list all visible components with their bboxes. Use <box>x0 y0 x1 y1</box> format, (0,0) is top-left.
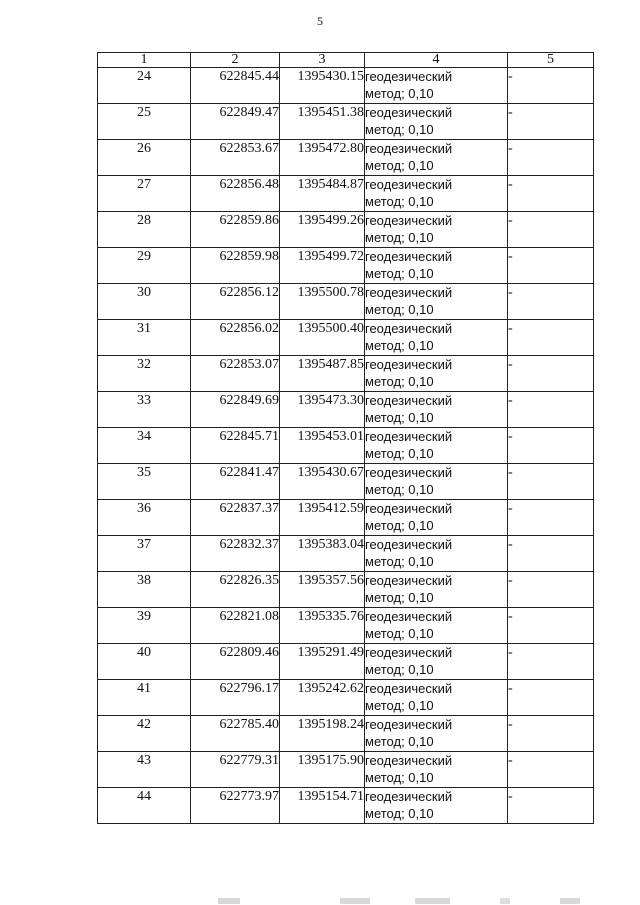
note-cell: - <box>508 428 594 464</box>
method-cell <box>365 356 508 392</box>
note-cell: - <box>508 248 594 284</box>
y-coordinate-cell: 1395472.80 <box>280 140 365 176</box>
y-coordinate-cell: 1395291.49 <box>280 644 365 680</box>
x-coordinate-cell: 622849.69 <box>191 392 280 428</box>
method-line-2: метод; 0,10 <box>365 302 434 317</box>
method-line-2: метод; 0,10 <box>365 554 434 569</box>
method-line-2: метод; 0,10 <box>365 590 434 605</box>
point-number-cell: 37 <box>98 536 191 572</box>
method-cell <box>365 572 508 608</box>
y-coordinate-cell: 1395357.56 <box>280 572 365 608</box>
note-cell: - <box>508 680 594 716</box>
note-cell: - <box>508 68 594 104</box>
note-cell: - <box>508 212 594 248</box>
x-coordinate-cell: 622809.46 <box>191 644 280 680</box>
x-coordinate-cell: 622856.02 <box>191 320 280 356</box>
page-number: 5 <box>317 14 323 28</box>
method-line-2: метод; 0,10 <box>365 626 434 641</box>
method-line-1: геодезический <box>365 573 453 588</box>
point-number-cell: 34 <box>98 428 191 464</box>
y-coordinate-cell: 1395451.38 <box>280 104 365 140</box>
point-number-cell: 44 <box>98 788 191 824</box>
point-number-cell: 32 <box>98 356 191 392</box>
table-row <box>98 284 594 320</box>
table-row <box>98 500 594 536</box>
point-number-cell: 30 <box>98 284 191 320</box>
y-coordinate-cell: 1395198.24 <box>280 716 365 752</box>
coordinates-table <box>97 52 594 824</box>
note-cell: - <box>508 284 594 320</box>
table-header <box>98 53 594 68</box>
method-line-1: геодезический <box>365 393 453 408</box>
point-number-cell: 31 <box>98 320 191 356</box>
point-number-cell: 26 <box>98 140 191 176</box>
table-row <box>98 320 594 356</box>
y-coordinate-cell: 1395500.40 <box>280 320 365 356</box>
table-row <box>98 608 594 644</box>
y-coordinate-cell: 1395473.30 <box>280 392 365 428</box>
y-coordinate-cell: 1395500.78 <box>280 284 365 320</box>
note-cell: - <box>508 788 594 824</box>
y-coordinate-cell: 1395154.71 <box>280 788 365 824</box>
column-header-2: 2 <box>191 53 280 68</box>
table-row <box>98 104 594 140</box>
y-coordinate-cell: 1395499.26 <box>280 212 365 248</box>
column-header-3: 3 <box>280 53 365 68</box>
note-cell: - <box>508 752 594 788</box>
method-cell <box>365 500 508 536</box>
method-line-2: метод; 0,10 <box>365 266 434 281</box>
table-row <box>98 248 594 284</box>
method-line-1: геодезический <box>365 717 453 732</box>
table-row <box>98 176 594 212</box>
method-line-1: геодезический <box>365 465 453 480</box>
column-header-4: 4 <box>365 53 508 68</box>
y-coordinate-cell: 1395499.72 <box>280 248 365 284</box>
point-number-cell: 42 <box>98 716 191 752</box>
table-row <box>98 212 594 248</box>
column-header-5: 5 <box>508 53 594 68</box>
point-number-cell: 25 <box>98 104 191 140</box>
x-coordinate-cell: 622837.37 <box>191 500 280 536</box>
method-line-1: геодезический <box>365 69 453 84</box>
point-number-cell: 38 <box>98 572 191 608</box>
table-row <box>98 752 594 788</box>
y-coordinate-cell: 1395335.76 <box>280 608 365 644</box>
note-cell: - <box>508 608 594 644</box>
point-number-cell: 35 <box>98 464 191 500</box>
x-coordinate-cell: 622859.86 <box>191 212 280 248</box>
table-row <box>98 536 594 572</box>
method-line-1: геодезический <box>365 501 453 516</box>
y-coordinate-cell: 1395487.85 <box>280 356 365 392</box>
method-line-2: метод; 0,10 <box>365 770 434 785</box>
x-coordinate-cell: 622832.37 <box>191 536 280 572</box>
method-line-1: геодезический <box>365 681 453 696</box>
method-line-1: геодезический <box>365 789 453 804</box>
table-row <box>98 788 594 824</box>
y-coordinate-cell: 1395430.15 <box>280 68 365 104</box>
y-coordinate-cell: 1395175.90 <box>280 752 365 788</box>
point-number-cell: 36 <box>98 500 191 536</box>
method-line-1: геодезический <box>365 537 453 552</box>
method-line-1: геодезический <box>365 141 453 156</box>
point-number-cell: 28 <box>98 212 191 248</box>
table-row <box>98 140 594 176</box>
note-cell: - <box>508 320 594 356</box>
method-cell <box>365 320 508 356</box>
method-line-2: метод; 0,10 <box>365 482 434 497</box>
note-cell: - <box>508 644 594 680</box>
method-line-1: геодезический <box>365 249 453 264</box>
x-coordinate-cell: 622853.07 <box>191 356 280 392</box>
note-cell: - <box>508 140 594 176</box>
method-cell <box>365 680 508 716</box>
method-cell <box>365 644 508 680</box>
method-cell <box>365 716 508 752</box>
y-coordinate-cell: 1395242.62 <box>280 680 365 716</box>
note-cell: - <box>508 536 594 572</box>
point-number-cell: 41 <box>98 680 191 716</box>
method-line-1: геодезический <box>365 645 453 660</box>
x-coordinate-cell: 622845.44 <box>191 68 280 104</box>
note-cell: - <box>508 176 594 212</box>
y-coordinate-cell: 1395430.67 <box>280 464 365 500</box>
x-coordinate-cell: 622785.40 <box>191 716 280 752</box>
method-line-2: метод; 0,10 <box>365 86 434 101</box>
x-coordinate-cell: 622826.35 <box>191 572 280 608</box>
table-row <box>98 68 594 104</box>
point-number-cell: 33 <box>98 392 191 428</box>
note-cell: - <box>508 500 594 536</box>
method-line-1: геодезический <box>365 753 453 768</box>
x-coordinate-cell: 622845.71 <box>191 428 280 464</box>
method-line-1: геодезический <box>365 177 453 192</box>
method-cell <box>365 176 508 212</box>
note-cell: - <box>508 356 594 392</box>
bottom-scan-artifact <box>200 898 600 904</box>
method-line-1: геодезический <box>365 321 453 336</box>
header-row <box>98 53 594 68</box>
x-coordinate-cell: 622859.98 <box>191 248 280 284</box>
method-line-2: метод; 0,10 <box>365 122 434 137</box>
y-coordinate-cell: 1395412.59 <box>280 500 365 536</box>
note-cell: - <box>508 572 594 608</box>
method-line-1: геодезический <box>365 105 453 120</box>
method-line-2: метод; 0,10 <box>365 698 434 713</box>
method-line-2: метод; 0,10 <box>365 230 434 245</box>
method-line-1: геодезический <box>365 609 453 624</box>
method-cell <box>365 788 508 824</box>
column-header-1: 1 <box>98 53 191 68</box>
x-coordinate-cell: 622841.47 <box>191 464 280 500</box>
method-line-2: метод; 0,10 <box>365 518 434 533</box>
method-cell <box>365 140 508 176</box>
method-line-2: метод; 0,10 <box>365 446 434 461</box>
note-cell: - <box>508 464 594 500</box>
method-cell <box>365 248 508 284</box>
table-body <box>98 68 594 824</box>
method-line-1: геодезический <box>365 357 453 372</box>
note-cell: - <box>508 392 594 428</box>
x-coordinate-cell: 622773.97 <box>191 788 280 824</box>
method-line-2: метод; 0,10 <box>365 194 434 209</box>
method-line-1: геодезический <box>365 213 453 228</box>
method-cell <box>365 752 508 788</box>
table-row <box>98 356 594 392</box>
method-cell <box>365 212 508 248</box>
y-coordinate-cell: 1395484.87 <box>280 176 365 212</box>
table-row <box>98 680 594 716</box>
method-cell <box>365 104 508 140</box>
table-row <box>98 572 594 608</box>
point-number-cell: 43 <box>98 752 191 788</box>
method-line-2: метод; 0,10 <box>365 374 434 389</box>
x-coordinate-cell: 622853.67 <box>191 140 280 176</box>
method-line-1: геодезический <box>365 285 453 300</box>
table-row <box>98 644 594 680</box>
point-number-cell: 29 <box>98 248 191 284</box>
x-coordinate-cell: 622821.08 <box>191 608 280 644</box>
x-coordinate-cell: 622856.48 <box>191 176 280 212</box>
method-line-2: метод; 0,10 <box>365 410 434 425</box>
method-cell <box>365 392 508 428</box>
point-number-cell: 40 <box>98 644 191 680</box>
table-row <box>98 464 594 500</box>
table-row <box>98 392 594 428</box>
y-coordinate-cell: 1395453.01 <box>280 428 365 464</box>
method-cell <box>365 608 508 644</box>
table-row <box>98 428 594 464</box>
method-cell <box>365 284 508 320</box>
point-number-cell: 24 <box>98 68 191 104</box>
method-line-1: геодезический <box>365 429 453 444</box>
method-line-2: метод; 0,10 <box>365 338 434 353</box>
method-cell <box>365 464 508 500</box>
method-line-2: метод; 0,10 <box>365 158 434 173</box>
method-line-2: метод; 0,10 <box>365 806 434 821</box>
y-coordinate-cell: 1395383.04 <box>280 536 365 572</box>
table-row <box>98 716 594 752</box>
method-cell <box>365 428 508 464</box>
note-cell: - <box>508 104 594 140</box>
method-line-2: метод; 0,10 <box>365 662 434 677</box>
x-coordinate-cell: 622779.31 <box>191 752 280 788</box>
note-cell: - <box>508 716 594 752</box>
x-coordinate-cell: 622856.12 <box>191 284 280 320</box>
x-coordinate-cell: 622796.17 <box>191 680 280 716</box>
point-number-cell: 27 <box>98 176 191 212</box>
x-coordinate-cell: 622849.47 <box>191 104 280 140</box>
method-line-2: метод; 0,10 <box>365 734 434 749</box>
method-cell <box>365 68 508 104</box>
point-number-cell: 39 <box>98 608 191 644</box>
method-cell <box>365 536 508 572</box>
